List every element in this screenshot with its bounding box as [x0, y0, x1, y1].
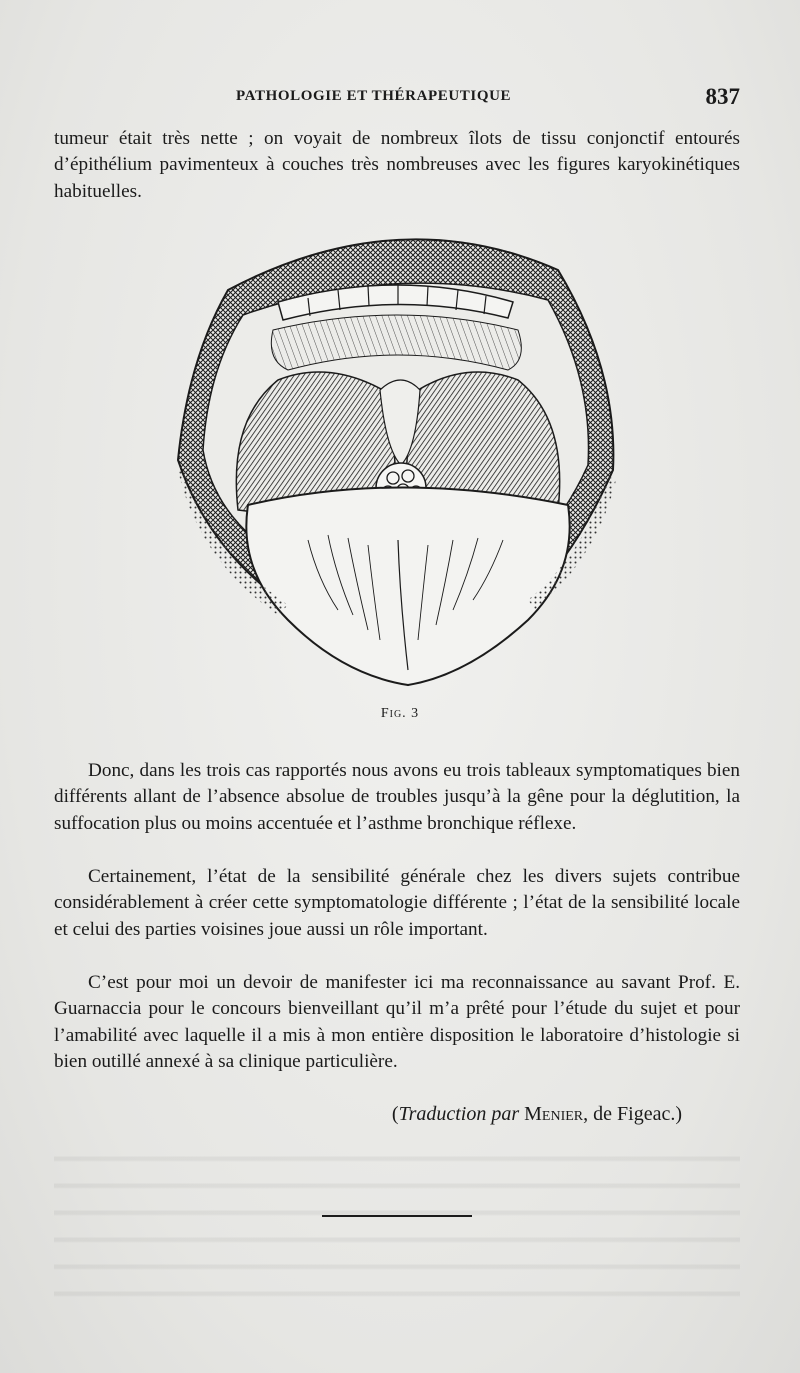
end-rule: [322, 1215, 472, 1217]
attribution-italic: Traduction par: [398, 1103, 520, 1125]
attribution-open-paren: (: [391, 1103, 399, 1125]
attribution-rest: , de Figeac.): [583, 1103, 682, 1125]
page-number: 837: [705, 84, 740, 109]
figure-illustration: [168, 220, 628, 695]
figure-caption: Fig. 3: [380, 706, 420, 721]
open-mouth-illustration: [168, 220, 628, 695]
continuation-paragraph: tumeur était très nette ; on voyait de nombreux îlots de tissu conjonctif entourés d’épithélium pavimenteux à couches très nombreuses avec les figures karyokinétiques habituelles.: [54, 128, 740, 202]
paragraph-3: C’est pour moi un devoir de manifester ici ma reconnaissance au savant Prof. E. Guarnaccia pour le concours bienveillant qu’il m’a prêté pour l’étude du sujet et pour l’amabilité avec laquelle il a mis à mon entière disposition le laboratoire d’histologie si bien outillé annexé à sa clinique particulière.: [54, 972, 740, 1073]
running-head: PATHOLOGIE ET THÉRAPEUTIQUE: [236, 88, 512, 104]
translation-attribution: [0, 1103, 682, 1126]
page-header: [236, 84, 740, 112]
paragraph-1: Donc, dans les trois cas rapportés nous avons eu trois tableaux symptomatiques bien différents allant de l’absence absolue de troubles jusqu’à la gêne pour la déglutition, la suffocation plus ou moins accentuée et l’asthme bronchique réflexe.: [54, 760, 740, 834]
bleed-through-texture: [54, 1140, 740, 1300]
paragraph-2: Certainement, l’état de la sensibilité générale chez les divers sujets contribue considérablement à créer cette symptomatologie différente ; l’état de la sensibilité locale et celui des parties voisines joue aussi un rôle important.: [54, 866, 740, 940]
attribution-translator-name: Menier: [524, 1103, 584, 1125]
